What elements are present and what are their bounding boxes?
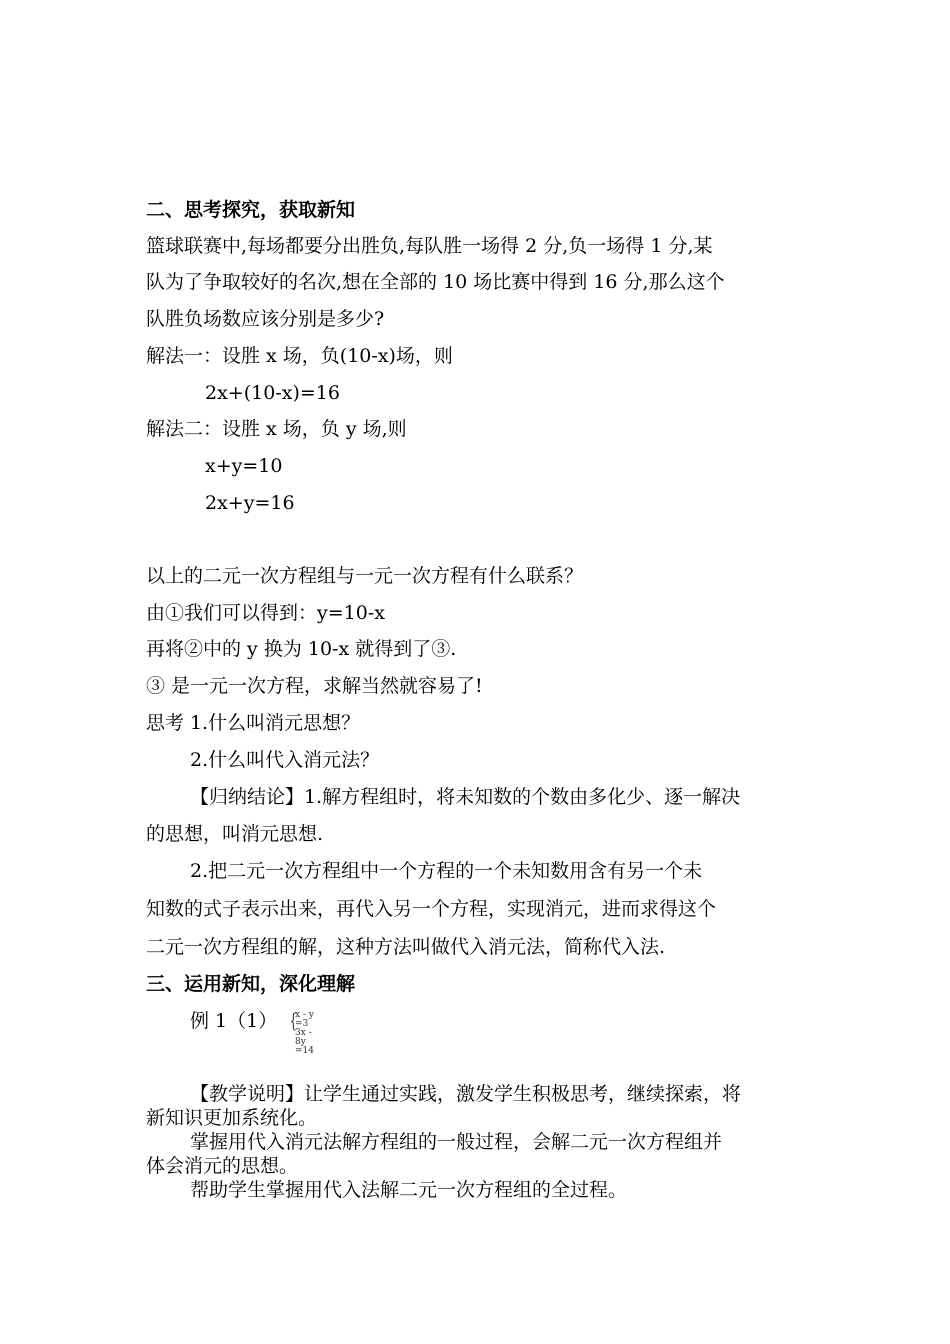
conclusion-line-3: 2.把二元一次方程组中一个方程的一个未知数用含有另一个未: [190, 860, 703, 882]
problem-line-3: 队胜负场数应该分别是多少?: [146, 308, 385, 330]
note-line-5: 帮助学生掌握用代入法解二元一次方程组的全过程。: [190, 1179, 628, 1201]
conclusion-line-1: 【归纳结论】1.解方程组时，将未知数的个数由多化少、逐一解决: [190, 786, 741, 808]
note-line-3: 掌握用代入消元法解方程组的一般过程，会解二元一次方程组并: [190, 1131, 723, 1153]
system-equation-2: 3x - 8y =14: [295, 1028, 314, 1056]
method-2-label: 解法二：设胜 x 场，负 y 场,则: [146, 418, 407, 440]
method-1-equation: 2x+(10-x)=16: [205, 382, 340, 404]
relation-step-1: 由①我们可以得到：y=10-x: [146, 602, 385, 624]
conclusion-line-2: 的思想，叫消元思想.: [146, 823, 324, 845]
relation-question: 以上的二元一次方程组与一元一次方程有什么联系？: [146, 565, 584, 587]
note-line-2: 新知识更加系统化。: [146, 1107, 318, 1129]
section-heading-2: 二、思考探究，获取新知: [146, 199, 356, 221]
note-line-1: 【教学说明】让学生通过实践，激发学生积极思考，继续探索，将: [190, 1083, 742, 1105]
conclusion-line-5: 二元一次方程组的解，这种方法叫做代入消元法，简称代入法.: [146, 936, 666, 958]
think-question-2: 2.什么叫代入消元法？: [190, 749, 380, 771]
conclusion-line-4: 知数的式子表示出来，再代入另一个方程，实现消元，进而求得这个: [146, 898, 717, 920]
relation-step-3: ③ 是一元一次方程，求解当然就容易了!: [146, 675, 483, 697]
brace-icon: {: [289, 1008, 298, 1032]
note-line-4: 体会消元的思想。: [146, 1155, 299, 1177]
method-1-label: 解法一：设胜 x 场，负(10-x)场，则: [146, 345, 453, 367]
method-2-equation-2: 2x+y=16: [205, 492, 295, 514]
system-equation-1: x - y =3: [295, 1010, 314, 1029]
section-heading-3: 三、运用新知，深化理解: [146, 973, 356, 995]
problem-line-2: 队为了争取较好的名次,想在全部的 10 场比赛中得到 16 分,那么这个: [146, 271, 725, 293]
relation-step-2: 再将②中的 y 换为 10-x 就得到了③.: [146, 638, 457, 660]
method-2-equation-1: x+y=10: [205, 455, 283, 477]
example-label: 例 1（1）: [190, 1010, 278, 1032]
think-question-1: 思考 1.什么叫消元思想？: [146, 712, 361, 734]
problem-line-1: 篮球联赛中,每场都要分出胜负,每队胜一场得 2 分,负一场得 1 分,某: [146, 235, 713, 257]
